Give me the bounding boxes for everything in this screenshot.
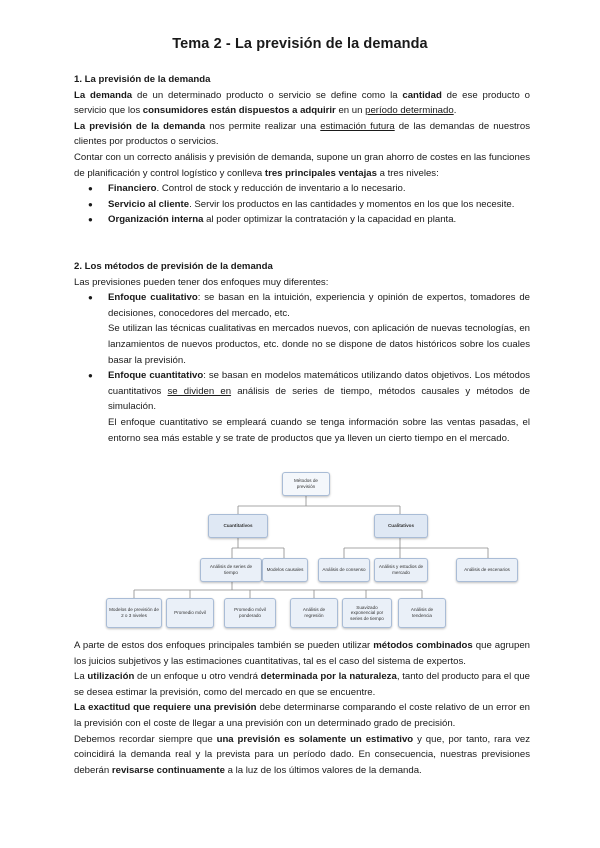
diagram-leaf: Análisis de tendencia — [398, 598, 446, 628]
list-item: ● Enfoque cuantitativo: se basan en modelos matemáticos utilizando datos objetivos. Los métodos cuantitativos se dividen en análisis de series de tiempo, métodos causales y métodos de simulación. — [74, 368, 530, 415]
section-2 — [74, 259, 530, 446]
diagram-market: Análisis y estudios de mercado — [374, 558, 428, 582]
forecast-estimate: Debemos recordar siempre que una previsión es solamente un estimativo y que, por tanto, rara vez coincidirá la demanda real y la prevista para un período dado. En consecuencia, nuestras previsiones deberán revisarse continuamente a la luz de los últimos valores de la demanda. — [74, 733, 530, 776]
diagram-leaf: Análisis de regresión — [290, 598, 338, 628]
approaches-list — [74, 290, 530, 321]
diagram-consensus: Análisis de consenso — [318, 558, 370, 582]
diagram-leaf: Suavizado exponencial por series de tiempo — [342, 598, 392, 628]
advantages-list — [74, 181, 530, 228]
list-item: ● Servicio al cliente. Servir los productos en las cantidades y momentos en los que los necesite. — [74, 197, 530, 213]
forecast-accuracy: La exactitud que requiere una previsión debe determinarse comparando el coste relativo de un error en la previsión con el coste de llegar a una previsión con un determinado grado de precisión. — [74, 702, 530, 729]
quantitative-detail: El enfoque cuantitativo se empleará cuando se tenga información sobre las ventas pasadas, el entorno sea más estable y se trate de productos que ya lleven un cierto tiempo en el mercado. — [108, 416, 530, 444]
list-item: ● Organización interna al poder optimizar la contratación y la capacidad en planta. — [74, 212, 530, 228]
approaches-intro: Las previsiones pueden tener dos enfoques muy diferentes: — [74, 276, 329, 288]
section-1-heading: 1. La previsión de la demanda — [74, 74, 211, 85]
diagram-leaf: Promedio móvil — [166, 598, 214, 628]
diagram-time-series: Análisis de series de tiempo — [200, 558, 262, 582]
advantages-intro: Contar con un correcto análisis y previsión de demanda, supone un gran ahorro de costes en las funciones de planificación y control logístico y conlleva tres principales ventajas a tres niveles: — [74, 151, 530, 179]
page-title: Tema 2 - La previsión de la demanda — [172, 36, 428, 52]
section-2-heading: 2. Los métodos de previsión de la demanda — [74, 261, 273, 272]
list-item: ● Enfoque cualitativo: se basan en la intuición, experiencia y opinión de expertos, tomadores de decisiones, conocedores del mercado, etc. — [74, 290, 530, 321]
diagram-qualitative: Cualitativos — [374, 514, 428, 538]
diagram-leaf: Modelos de previsión de 2 o 3 niveles — [106, 598, 162, 628]
diagram-scenarios: Análisis de escenarios — [456, 558, 518, 582]
section-1 — [74, 72, 530, 228]
combined-methods: A parte de estos dos enfoques principales también se pueden utilizar métodos combinados que agrupen los juicios subjetivos y las estimaciones cuantitativas, tal es el caso del sistema de expertos. — [74, 640, 531, 667]
methods-diagram — [104, 436, 528, 632]
list-item: ● Financiero. Control de stock y reducción de inventario a lo necesario. — [74, 181, 530, 197]
diagram-quantitative: Cuantitativos — [208, 514, 268, 538]
diagram-leaf: Promedio móvil ponderado — [224, 598, 276, 628]
qualitative-detail: Se utilizan las técnicas cualitativas en mercados nuevos, con aplicación de nuevas tecnologías, en lanzamientos de nuevos productos, etc. donde no se dispone de datos históricos sobre los cuales basar la previsión. — [108, 323, 530, 366]
approaches-list-2 — [74, 368, 530, 415]
section-3 — [74, 638, 530, 778]
forecast-definition: La previsión de la demanda nos permite realizar una estimación futura de las demandas de nuestros clientes por productos o servicios. — [74, 120, 531, 148]
demand-definition: La demanda de un determinado producto o servicio se define como la cantidad de ese producto o servicio que los consumidores están dispuestos a adquirir en un período determinado. — [74, 89, 530, 117]
diagram-root: Métodos de previsión — [282, 472, 330, 496]
approach-choice: La utilización de un enfoque u otro vendrá determinada por la naturaleza, tanto del producto para el que se desea estimar la previsión, como del mercado en que se encuentre. — [74, 671, 531, 698]
diagram-causal: Modelos causales — [262, 558, 308, 582]
